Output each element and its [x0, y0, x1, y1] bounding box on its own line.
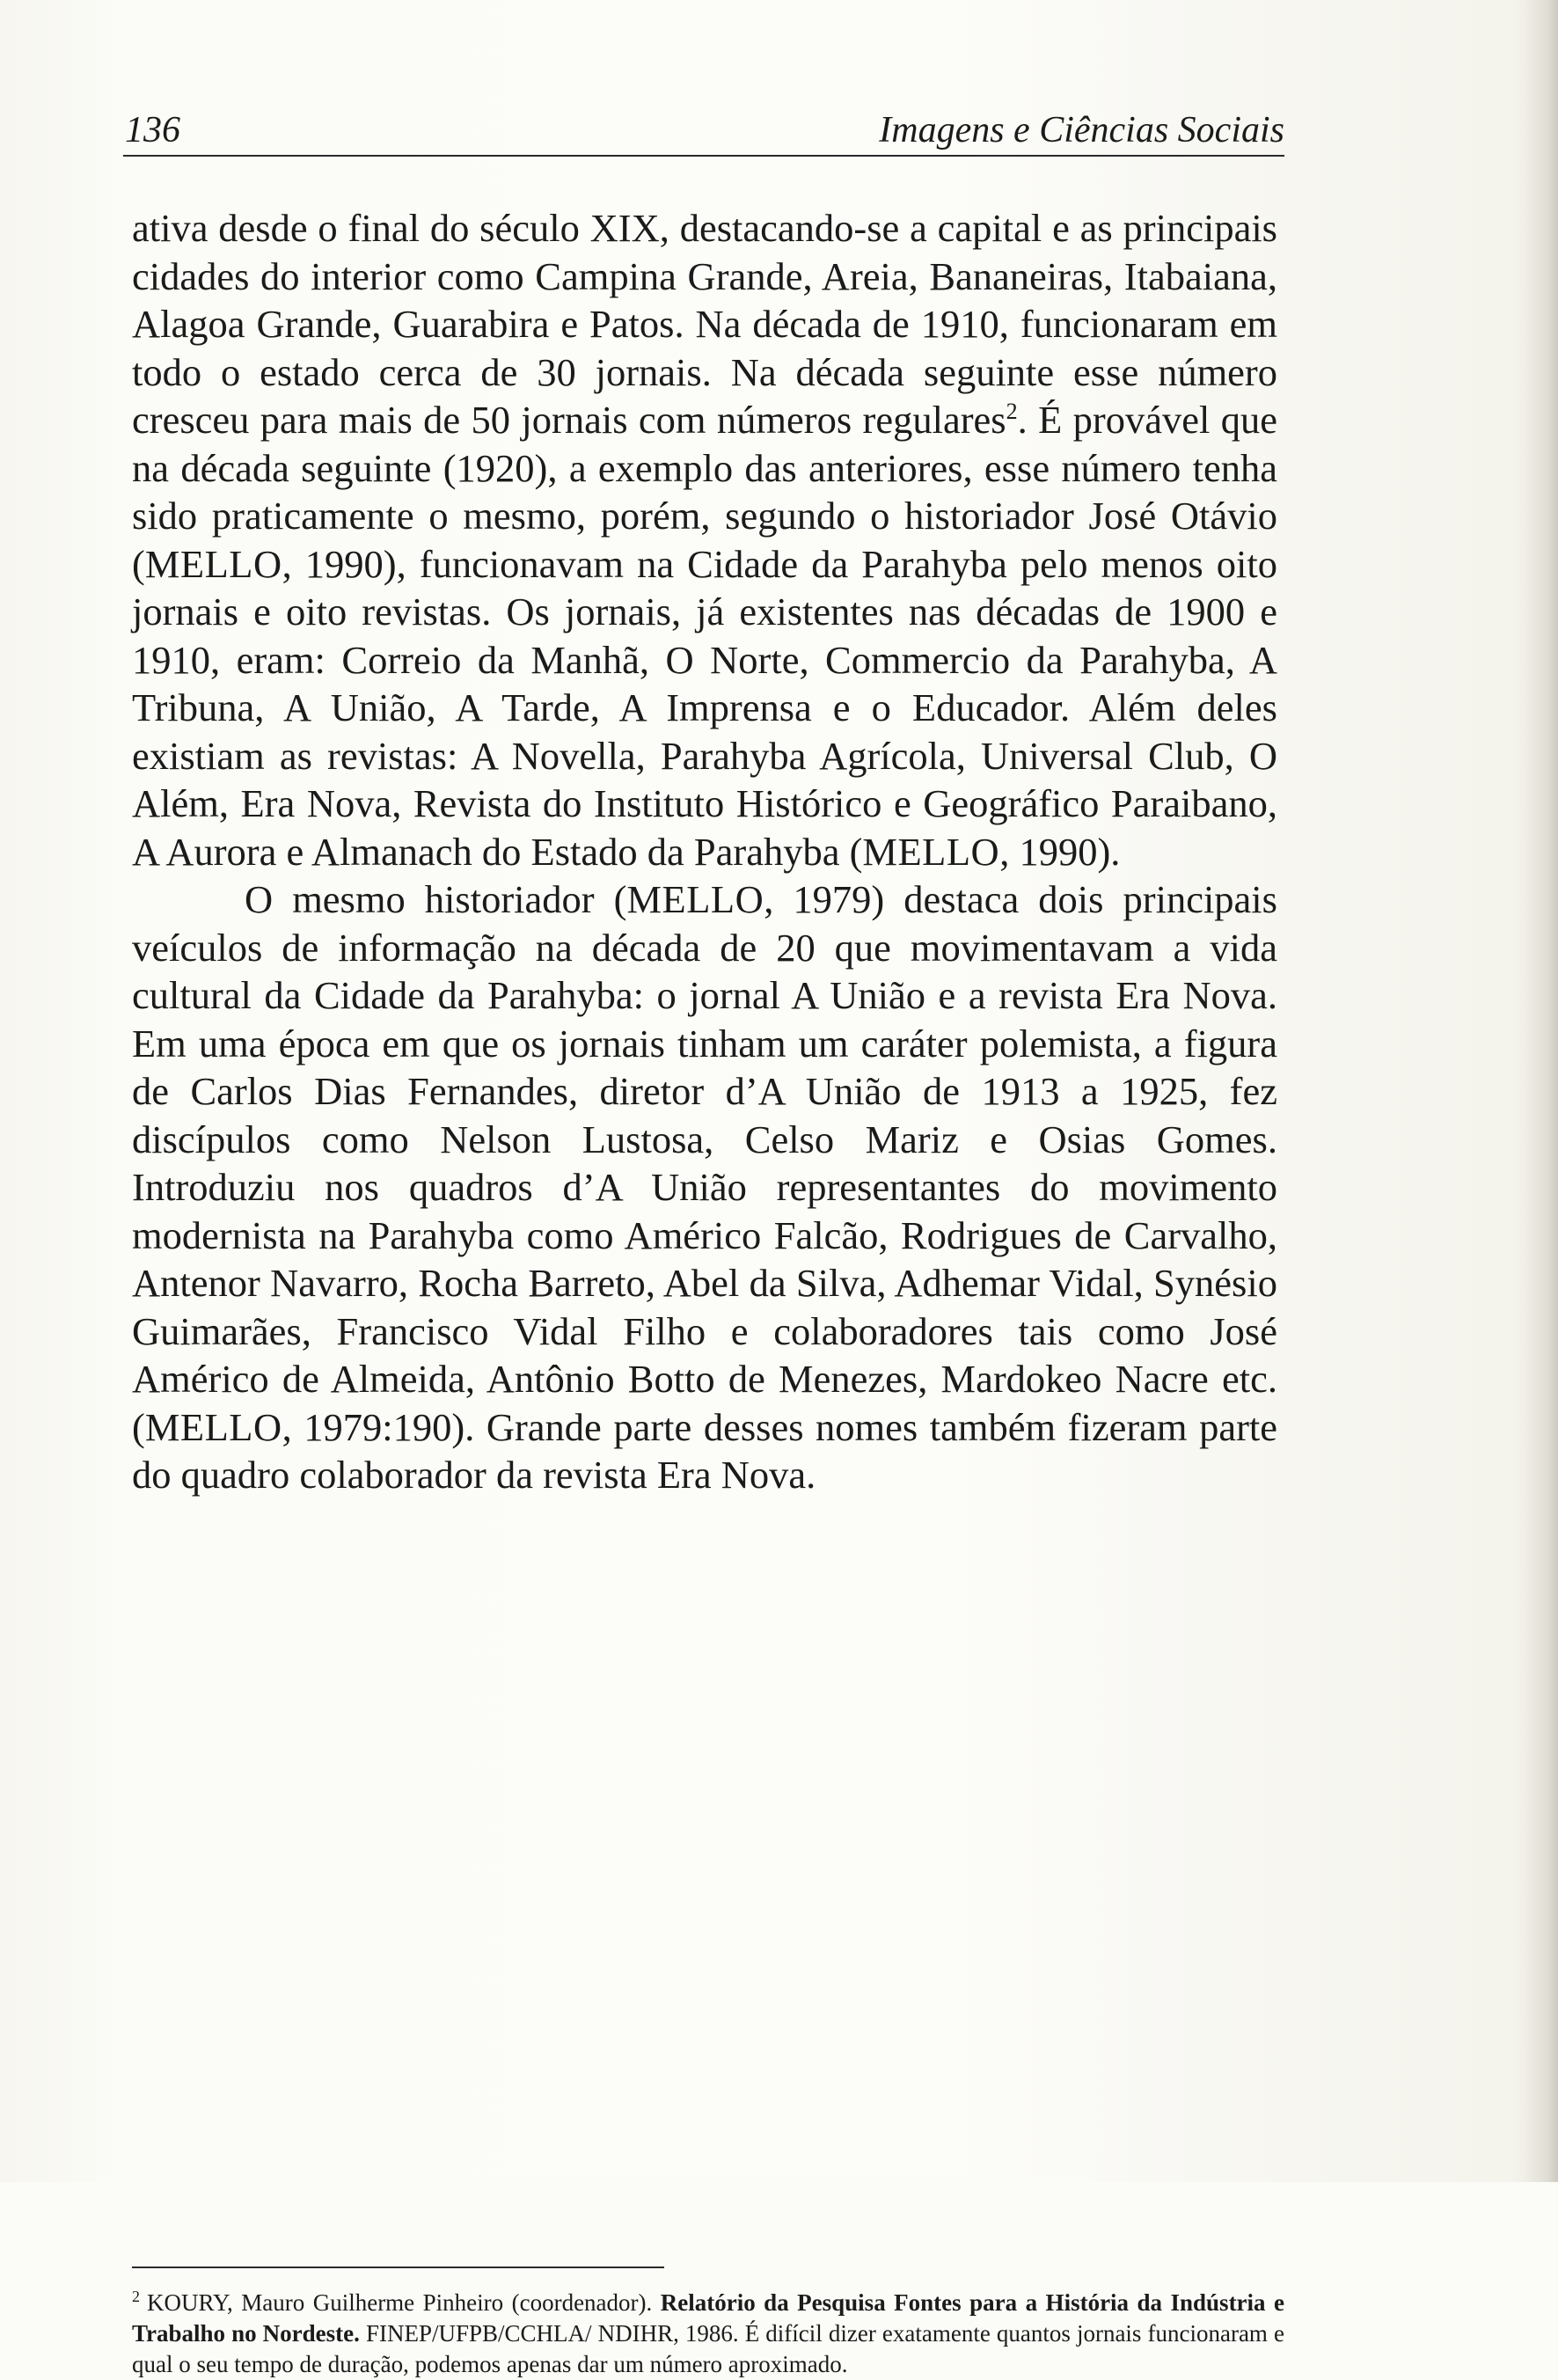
p2-text-3: , 1979:190). Grande parte desses nomes também fizeram parte do quadro colaborador da revista Era Nova.: [132, 1404, 1277, 1497]
footnote: [132, 2288, 1284, 2380]
header-rule: [123, 155, 1284, 157]
p1-text-4: , 1990).: [999, 829, 1121, 874]
page-number: 136: [125, 110, 180, 150]
paragraph-1: [132, 204, 1277, 875]
citation-author: MELLO: [626, 877, 764, 921]
body-text: [132, 204, 1277, 1499]
p1-text-2: . É provável que na década seguinte (1920), a exemplo das anteriores, esse número tenha sido praticamente o mesmo, porém, segundo o historiador José Otávio (: [132, 398, 1277, 586]
footnote-mark: 2: [132, 2288, 140, 2305]
footnote-text-2: FINEP/UFPB/CCHLA/ NDIHR, 1986. É difícil dizer exatamente quantos jornais funcionaram e qual o seu tempo de duração, podemos apenas dar um número aproximado.: [132, 2320, 1284, 2377]
p1-text-3: , 1990), funcionavam na Cidade da Parahyba pelo menos oito jornais e oito revistas. Os jornais, já existentes nas décadas de 1900 e 1910, eram: Correio da Manhã, O Norte, Commercio da Parahyba, A Tribuna, A União, A Tarde, A Imprensa e o Educador. Além deles existiam as revistas: A Novella, Parahyba Agrícola, Universal Club, O Além, Era Nova, Revista do Instituto Histórico e Geográfico Paraibano, A Aurora e Almanach do Estado da Parahyba (: [132, 541, 1277, 874]
p2-text-2: , 1979) destaca dois principais veículos de informação na década de 20 que movimentavam a vida cultural da Cidade da Parahyba: o jornal A União e a revista Era Nova. Em uma época em que os jornais tinham um caráter polemista, a figura de Carlos Dias Fernandes, diretor d’A União de 1913 a 1925, fez discípulos como Nelson Lustosa, Celso Mariz e Osias Gomes. Introduziu nos quadros d’A União representantes do movimento modernista na Parahyba como Américo Falcão, Rodrigues de Carvalho, Antenor Navarro, Rocha Barreto, Abel da Silva, Adhemar Vidal, Synésio Guimarães, Francisco Vidal Filho e colaboradores tais como José Américo de Almeida, Antônio Botto de Menezes, Mardokeo Nacre etc. (: [132, 877, 1277, 1449]
paragraph-2: [132, 875, 1277, 1499]
footnote-reference: 2: [1006, 399, 1018, 424]
citation-author: MELLO: [862, 829, 1000, 874]
page-header: [123, 106, 1284, 158]
p1-text-1: ativa desde o final do século XIX, destacando-se a capital e as principais cidades do interior como Campina Grande, Areia, Bananeiras, Itabaiana, Alagoa Grande, Guarabira e Patos. Na década de 1910, funcionaram em todo o estado cerca de 30 jornais. Na década seguinte esse número cresceu para mais de 50 jornais com números regulares: [132, 206, 1277, 442]
citation-author: MELLO: [144, 1404, 282, 1449]
running-title: Imagens e Ciências Sociais: [879, 110, 1284, 150]
footnote-source-title: Relatório da Pesquisa Fontes para a História da Indústria e Trabalho no Nordeste.: [132, 2289, 1284, 2347]
citation-author: MELLO: [144, 541, 282, 586]
p2-text-1: O mesmo historiador (: [245, 877, 627, 921]
page-edge-shadow: [1523, 0, 1558, 2182]
footnote-text-1: KOURY, Mauro Guilherme Pinheiro (coordenador).: [147, 2289, 661, 2316]
footnote-rule: [132, 2266, 664, 2268]
